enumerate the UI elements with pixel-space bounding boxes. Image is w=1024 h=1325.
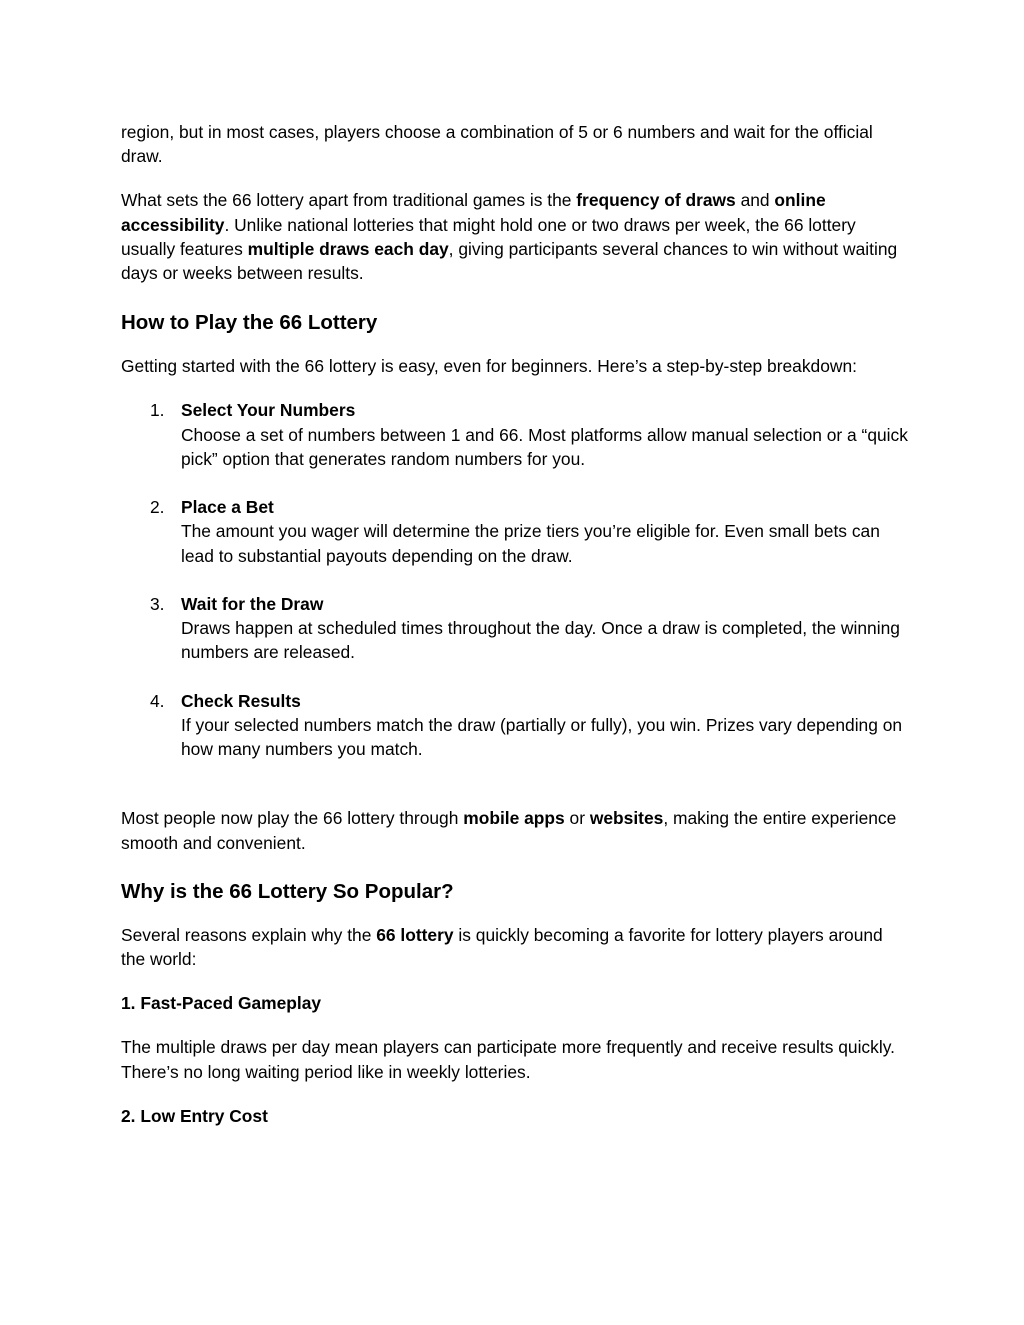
step-number: 1. (150, 400, 165, 421)
what-sets-bold-multiple: multiple draws each day (247, 238, 449, 259)
step-description: Choose a set of numbers between 1 and 66. Most platforms allow manual selection or a “quick pick” option that generates random numbers for you. (181, 424, 908, 469)
what-sets-text-1: What sets the 66 lottery apart from traditional games is the (121, 190, 577, 211)
what-sets-text-4: , giving participants several chances to win without waiting days or weeks between results. (121, 238, 898, 284)
intro-text: region, but in most cases, players choose a combination of 5 or 6 numbers and wait for the official draw. (121, 122, 873, 167)
what-sets-text-3: . Unlike national lotteries that might hold one or two draws per week, the 66 lottery usually features (121, 214, 856, 259)
why-intro-text-1: Several reasons explain why the (121, 924, 377, 945)
step-item-2 (121, 495, 911, 568)
why-intro-text-2: is quickly becoming a favorite for lottery players around the world: (121, 924, 883, 970)
intro-paragraph (121, 120, 911, 168)
what-sets-bold-frequency: frequency of draws (576, 190, 736, 211)
reason-text-fast-paced: The multiple draws per day mean players can participate more frequently and receive results quickly. There’s no long waiting period like in weekly lotteries. (121, 1037, 895, 1082)
step-description: If your selected numbers match the draw (partially or fully), you win. Prizes vary depending on how many numbers you match. (181, 715, 903, 760)
how-to-play-outro (121, 806, 911, 854)
outro-text-3: , making the entire experience smooth and convenient. (121, 808, 897, 853)
step-description: The amount you wager will determine the prize tiers you’re eligible for. Even small bets can lead to substantial payouts depending on the draw. (181, 521, 880, 566)
step-title: Place a Bet (181, 497, 274, 518)
step-item-3 (121, 592, 911, 665)
reason-heading-fast-paced: 1. Fast-Paced Gameplay (121, 993, 322, 1014)
what-sets-text-2: and (735, 190, 775, 211)
outro-bold-mobile-apps: mobile apps (463, 808, 565, 829)
outro-text-2: or (564, 808, 590, 829)
why-popular-intro (121, 923, 911, 971)
why-intro-bold-66-lottery: 66 lottery (376, 924, 454, 945)
step-number: 2. (150, 497, 165, 518)
step-number: 4. (150, 690, 165, 711)
step-item-1 (121, 398, 911, 471)
outro-text-1: Most people now play the 66 lottery through (121, 808, 464, 829)
step-title: Select Your Numbers (181, 400, 356, 421)
step-description: Draws happen at scheduled times throughout the day. Once a draw is completed, the winning numbers are released. (181, 618, 900, 663)
what-sets-bold-online: online accessibility (121, 190, 826, 235)
outro-bold-websites: websites (589, 808, 664, 829)
what-sets-paragraph (121, 188, 911, 285)
how-to-play-heading: How to Play the 66 Lottery (121, 311, 378, 335)
reason-heading-low-entry: 2. Low Entry Cost (121, 1105, 268, 1126)
why-popular-heading: Why is the 66 Lottery So Popular? (121, 879, 454, 903)
step-item-4 (121, 689, 911, 762)
how-to-play-intro: Getting started with the 66 lottery is easy, even for beginners. Here’s a step-by-step breakdown: (121, 356, 857, 377)
step-title: Check Results (181, 690, 301, 711)
document-page (121, 120, 911, 1128)
steps-list (121, 398, 911, 761)
step-number: 3. (150, 594, 165, 615)
step-title: Wait for the Draw (181, 594, 324, 615)
